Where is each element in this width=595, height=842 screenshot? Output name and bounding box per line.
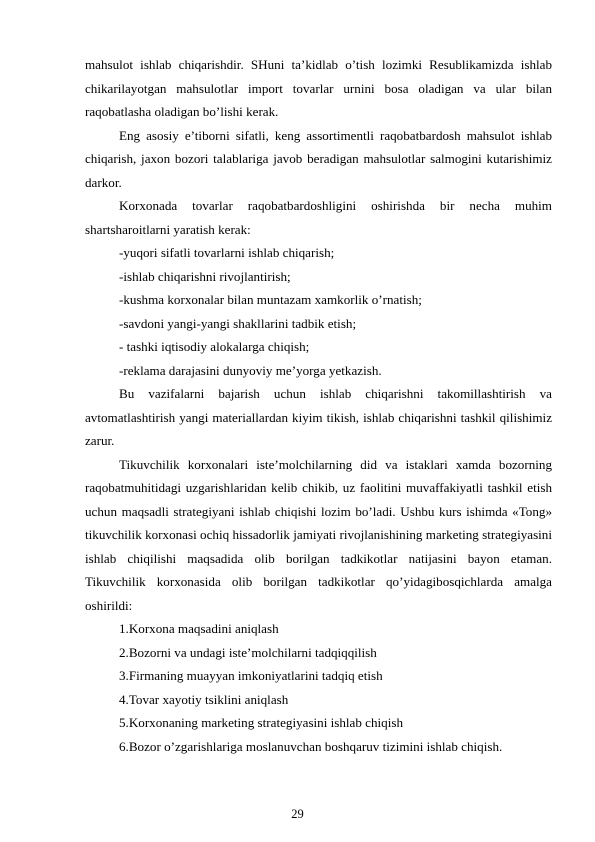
- list-item: 2.Bozorni va undagi iste’molchilarni tadqiqqilish: [119, 644, 377, 660]
- list-item: -reklama darajasini dunyoviy me’yorga yetkazish.: [119, 362, 382, 378]
- paragraph-conditions: Korxonada tovarlar raqobatbardoshligini oshirishda bir necha muhim shartsharoitlarni yaratish kerak:: [85, 198, 552, 237]
- list-item: 6.Bozor o’zgarishlariga moslanuvchan boshqaruv tizimini ishlab chiqish.: [119, 738, 503, 754]
- list-item: -savdoni yangi-yangi shakllarini tadbik etish;: [119, 315, 357, 331]
- list-item: - tashki iqtisodiy alokalarga chiqish;: [119, 339, 310, 354]
- list-item: 4.Tovar xayotiy tsiklini aniqlash: [119, 691, 289, 707]
- list-item: -ishlab chiqarishni rivojlantirish;: [119, 268, 291, 284]
- conditions-list: [85, 241, 552, 382]
- list-item: -kushma korxonalar bilan muntazam xamkorlik o’rnatish;: [119, 292, 422, 307]
- research-stages-list: [85, 617, 552, 758]
- paragraph-research: Tikuvchilik korxonalari iste’molchilarning did va istaklari xamda bozorning raqobatmuhitidagi uzgarishlaridan kelib chikib, uz faolitini muvaffakiyatli tashkil etish uchun maqsadli strategiyani ishlab chiqishi lozim bo’ladi. Ushbu kurs ishimda «Tong» tikuvchilik korxonasi ochiq hissadorlik jamiyati rivojlanishining marketing strategiyasini ishlab chiqilishi maqsadida olib borilgan tadkikotlar natijasini bayon etaman. Tikuvchilik korxonasida olib borilgan tadkikotlar qo’yidagibosqichlarda amalga oshirildi:: [85, 456, 552, 613]
- list-item: 5.Korxonaning marketing strategiyasini ishlab chiqish: [119, 715, 404, 730]
- page-number: 29: [291, 807, 304, 821]
- paragraph-competitiveness: Eng asosiy e’tiborni sifatli, keng assortimentli raqobatbardosh mahsulot ishlab chiqarish, jaxon bozori talablariga javob beradigan mahsulotlar salmogini kutarishimiz darkor.: [85, 127, 552, 190]
- paragraph-continuation: mahsulot ishlab chiqarishdir. SHuni ta’kidlab o’tish lozimki Resublikamizda ishlab chikarilayotgan mahsulotlar import tovarlar urnini bosa oladigan va ular bilan raqobatlasha oladigan bo’lishi kerak.: [85, 57, 552, 119]
- list-item: 1.Korxona maqsadini aniqlash: [119, 621, 279, 636]
- paragraph-tasks: Bu vazifalarni bajarish uchun ishlab chiqarishni takomillashtirish va avtomatlashtirish yangi materiallardan kiyim tikish, ishlab chiqarishni tashkil qilishimiz zarur.: [85, 386, 552, 448]
- list-item: -yuqori sifatli tovarlarni ishlab chiqarish;: [119, 245, 335, 260]
- list-item: 3.Firmaning muayyan imkoniyatlarini tadqiq etish: [119, 668, 383, 683]
- document-body: [85, 53, 552, 758]
